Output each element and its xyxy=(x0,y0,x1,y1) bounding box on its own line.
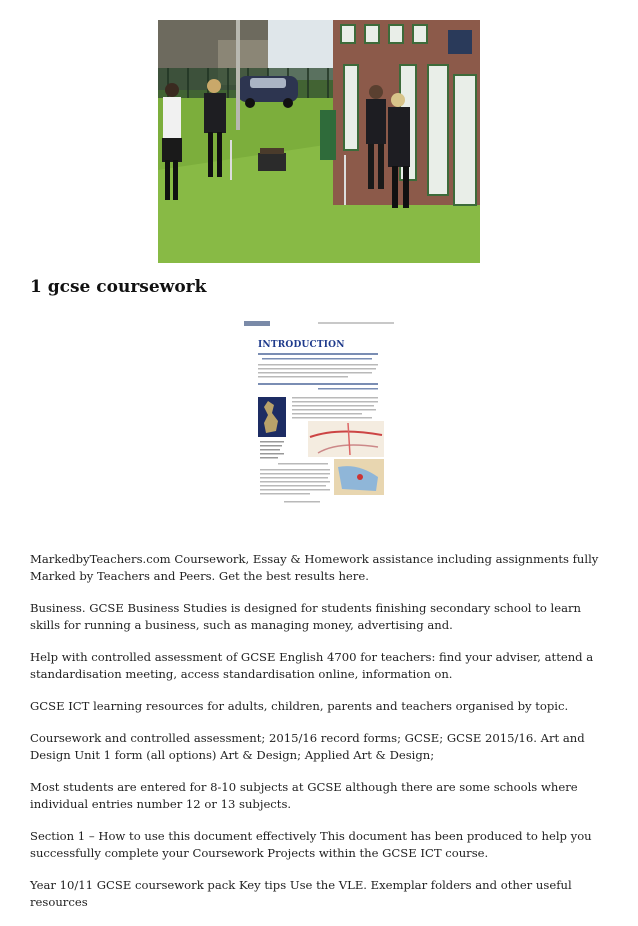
page-title: 1 gcse coursework xyxy=(30,277,207,297)
paragraph: Section 1 – How to use this document effectively This document has been produced to help you successfully complete your Coursework Projects within the GCSE ICT course. xyxy=(30,829,592,860)
paragraph: Year 10/11 GCSE coursework pack Key tips Use the VLE. Exemplar folders and other useful resources xyxy=(30,878,572,909)
document-preview xyxy=(238,317,400,512)
coursework-document-thumbnail xyxy=(238,317,400,512)
students-outdoor-photo xyxy=(158,20,480,263)
green-door xyxy=(320,110,336,160)
lamp-post xyxy=(236,20,240,130)
paragraph: Business. GCSE Business Studies is designed for students finishing secondary school to learn skills for running a business, such as managing money, advertising and. xyxy=(30,601,582,632)
paragraph: GCSE ICT learning resources for adults, children, parents and teachers organised by topic. xyxy=(30,699,569,713)
paragraph: Most students are entered for 8-10 subjects at GCSE although there are some schools where individual entries number 12 or 13 subjects. xyxy=(30,780,578,811)
photo-illustration xyxy=(158,20,480,263)
paragraph: MarkedbyTeachers.com Coursework, Essay & Homework assistance including assignments fully Marked by Teachers and Peers. Get the best results here. xyxy=(30,552,599,583)
body-text xyxy=(30,551,610,926)
camera-device xyxy=(448,30,472,54)
paragraph: Coursework and controlled assessment; 2015/16 record forms; GCSE; GCSE 2015/16. Art and Design Unit 1 form (all options) Art & Design; Applied Art & Design; xyxy=(30,731,585,762)
thumbnail-heading: INTRODUCTION xyxy=(258,340,345,350)
open-suitcase xyxy=(258,153,286,171)
paragraph: Help with controlled assessment of GCSE English 4700 for teachers: find your adviser, attend a standardisation meeting, access standardisation online, information on. xyxy=(30,650,594,681)
